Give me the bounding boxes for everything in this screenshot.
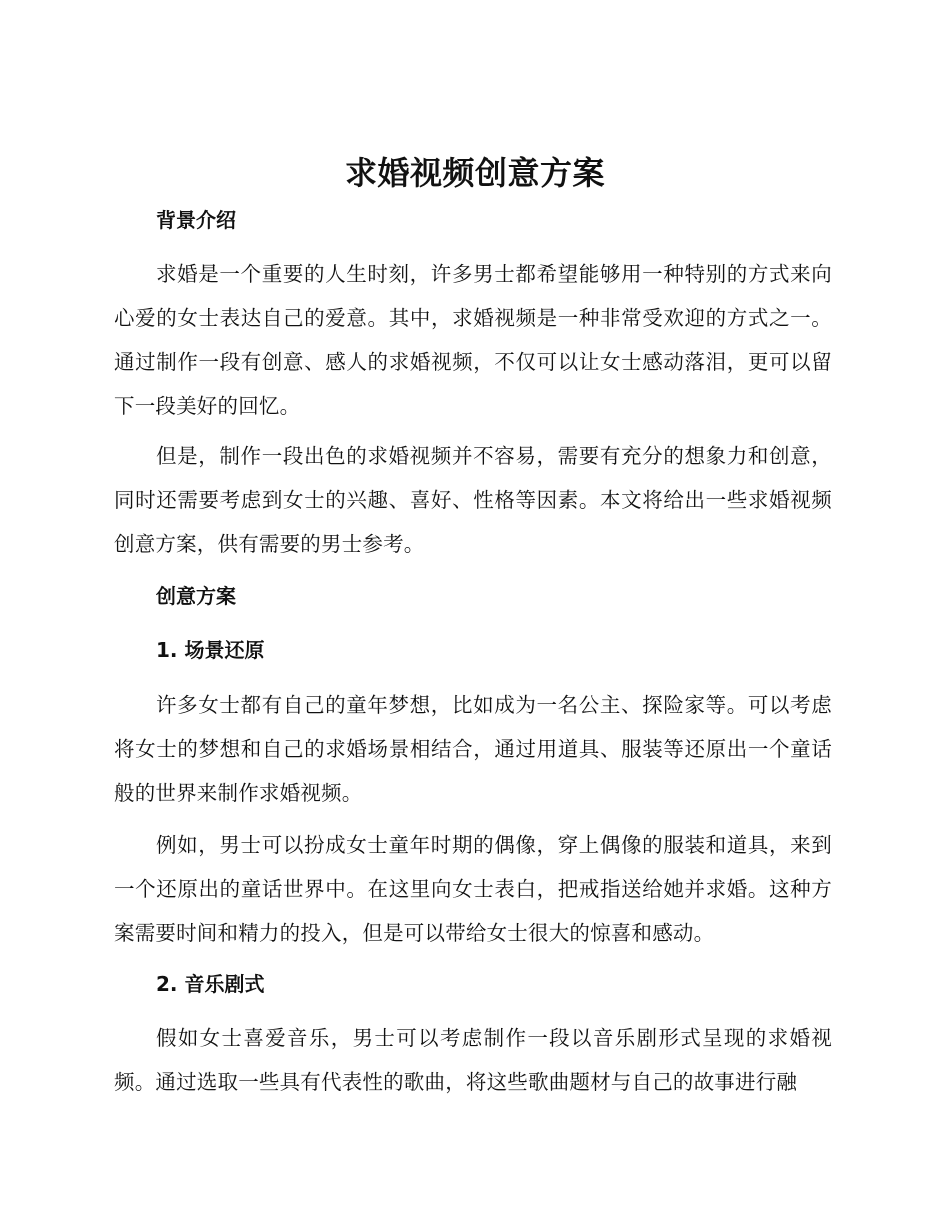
paragraph-background-2: 但是，制作一段出色的求婚视频并不容易，需要有充分的想象力和创意，同时还需要考虑到女士的兴趣、喜好、性格等因素。本文将给出一些求婚视频创意方案，供有需要的男士参考。 — [114, 444, 832, 556]
paragraph-background-1: 求婚是一个重要的人生时刻，许多男士都希望能够用一种特别的方式来向心爱的女士表达自己的爱意。其中，求婚视频是一种非常受欢迎的方式之一。通过制作一段有创意、感人的求婚视频，不仅可以让女士感动落泪，更可以留下一段美好的回忆。 — [114, 262, 832, 418]
paragraph-idea1-1: 许多女士都有自己的童年梦想，比如成为一名公主、探险家等。可以考虑将女士的梦想和自己的求婚场景相结合，通过用道具、服装等还原出一个童话般的世界来制作求婚视频。 — [114, 693, 832, 805]
section-heading-ideas: 创意方案 — [156, 584, 236, 608]
document-title: 求婚视频创意方案 — [344, 154, 605, 192]
section-heading-background: 背景介绍 — [156, 208, 236, 232]
paragraph-idea1-2: 例如，男士可以扮成女士童年时期的偶像，穿上偶像的服装和道具，来到一个还原出的童话世界中。在这里向女士表白，把戒指送给她并求婚。这种方案需要时间和精力的投入，但是可以带给女士很大的惊喜和感动。 — [114, 833, 832, 945]
idea-heading-musical: 2. 音乐剧式 — [156, 972, 265, 996]
paragraph-idea2-1: 假如女士喜爱音乐，男士可以考虑制作一段以音乐剧形式呈现的求婚视频。通过选取一些具有代表性的歌曲，将这些歌曲题材与自己的故事进行融 — [114, 1026, 832, 1094]
idea-heading-scene-restoration: 1. 场景还原 — [156, 638, 265, 662]
